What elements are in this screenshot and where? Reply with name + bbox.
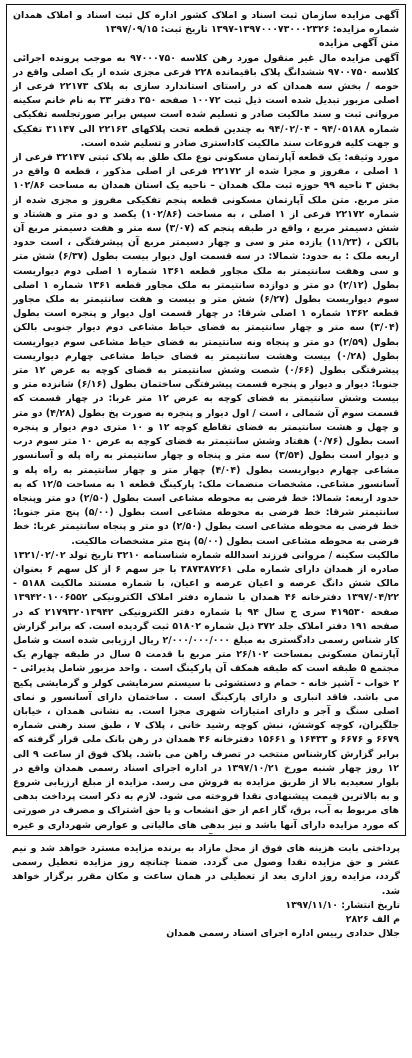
- notice-paragraph-ownership: مالکیت سکینه / مروانی فرزند اسدالله شماره شناسنامه ۳۲۱۰ تاریخ تولد ۱۳۲۱/۰۲/۰۲ صادره از همدان دارای شماره ملی ۳۸۷۳۸۷۲۶۱ با جز سهم ۶ از کل سهم ۶ بعنوان مالک شش دانگ عرصه و اعیان عرصه و اعیان، با شماره مستند مالکیت ۵۱۸۸ - ۱۳۹۷/۰۴/۲۲ دفترخانه ۴۶ همدان با شماره دفتر املاک الکترونیکی ۱۳۹۴۲۰۱۰۰۶۵۵۲ صفحه ۴۱۹۵۳۰ سری ج سال ۹۴ با شماره دفتر الکترونیکی ۲۱۷۹۳۲۰۱۳۹۴۲ که در صفحه ۱۹۱ دفتر املاک جلد ۳۷۲ ذیل شماره ۵۱۸۰۲ ثبت گردیده است. که برابر گزارش کار شناس رسمی دادگستری به مبلغ ۲/۰۰۰/۰۰۰/۰۰۰ ریال ارزیابی شده است و شامل آپارتمان مسکونی بمساحت ۲۶/۱۰۲ متر مربع با قدمت ۵ سال در طبقه چهارم یک مجتمع ۵ طبقه است که طبقه همکف آن پارکینگ است . واحد مزبور شامل پذیرائی - ۲ خواب - آشپز خانه - حمام و دستشوئی با سیستم سرمایشی کولر و گرمایشی پکیج می باشد. فاقد انباری و دارای پارکینگ است . ساختمان دارای آسانسور و نمای اصلی سنگ و آجر و دارای امتیازات شهری مجزا است. به نشانی همدان ، خیابان جلگیران، کوچه کوشش، نبش کوچه رشید خانی ، پلاک ۷ ، طبق سند رهنی شماره ۶۶۷۹ و ۶۶۷۶ و ۱۶۴۳۳ و ۱۵۶۶۱ دفترخانه ۴۶ همدان در رهن بانک ملی قرار گرفته که برابر گزارش کارشناس منتخب در تصرف راهن می باشد. پلاک فوق از ساعت ۹ الی ۱۲ روز چهار شنبه مورخ ۱۳۹۷/۱۰/۲۱ در اداره اجرای اسناد رسمی همدان واقع در بلوار سعیدیه بالا از طریق مزایده به فروش می رسد. مزایده از مبلغ ارزیابی شروع و به بالاترین قیمت پیشنهادی نقدا فروخته می شود. لازم به ذکر است پرداخت بدهی های مربوط به آب، برق، گاز اعم از حق انشعاب و یا حق اشتراک و مصرف در صورتی که مورد مزایده دارای آنها باشد و نیز بدهی های مالیاتی و عوارض شهرداری و غیره: [13, 549, 400, 831]
- notice-paragraph-property: مورد وثیقه: یک قطعه آپارتمان مسکونی نوع ملک طلق به پلاک ثبتی ۳۲۱۴۷ فرعی از ۱ اصلی ، مفروز و مجزا شده از ۲۲۱۷۲ فرعی از اصلی مذکور ، قطعه ۵ واقع در بخش ۳ ناحیه ۹۹ حوزه ثبت ملک همدان – ناحیه یک استان همدان به مساحت ۱۰۲/۸۶ متر مربع. متن ملک آپارتمان مسکونی قطعه پنجم تفکیکی مفروز و مجزی شده از شماره ۲۲۱۷۲ فرعی از ۱ اصلی ، به مساحت (۱۰۲/۸۶) یکصد و دو متر و هشتاد و شش دسیمتر مربع ، واقع در طبقه پنجم که (۳/۰۷) سه متر و هفت دسیمتر مربع آن بالکن ، (۱۱/۲۳) یازده متر و سی و چهار دسیمتر مربع آن پیشرفتگی ، است حدود اربعه ملک : به حدود: شمالا: در سه قسمت اول دیوار بیست بطول (۶/۳۷) شش متر و سی وهفت سانتیمتر به ملک مجاور قطعه ۱۳۶۱ شماره ۱ اصلی دوم دیواریست بطول (۲/۱۲) دو متر و دوازده سانتیمتر به ملک مجاور قطعه ۱۳۶۱ شماره ۱ اصلی سوم دیواریست بطول (۶/۲۷) شش متر و بیست و هفت سانتیمتر به ملک مجاور قطعه ۱۳۶۲ شماره ۱ اصلی شرقا: در چهار قسمت اول دیوار و پنجره است بطول (۳/۰۴) سه متر و چهار سانتیمتر به فضای حیاط مشاعی دوم دیوار جنوبی بالکن بطول (۲/۵۹) دو متر و پنجاه ونه سانتیمتر به فضای حیاط مشاعی سوم دیواریست بطول (۰/۲۸) بیست وهشت سانتیمتر به فضای حیاط مشاعی چهارم دیواریست پیشرفتگی بطول (۰/۶۶) شصت وشش سانتیمتر به فضای کوچه به عرض ۱۲ متر جنوبا: دیوار و دیوار و پنجره قسمت پیشرفتگی ساختمان بطول (۶/۱۶) شانزده متر و بیست وشش سانتیمتر به فضای کوچه به عرض ۱۲ متر غربا: در چهار قسمت که قسمت سوم آن شمالی ، است / اول دیوار و پنجره به صورت پخ بطول (۴/۲۸) دو متر و چهل و هشت سانتیمتر به فضای تقاطع کوچه ۱۲ و ۱۰ متری دوم دیوار و پنجره است بطول (۰/۷۶) هفتاد وشش سانتیمتر به فضای کوچه به عرض ۱۰ متر سوم درب و دیوار است بطول (۳/۵۴) سه متر و پنجاه و چهار سانتیمتر به راه پله و آسانسور مشاعی چهارم دیواریست بطول (۴/۰۴) چهار متر و چهار سانتیمتر به راه پله و آسانسور مشاعی. مشخصات منضمات ملک: پارکینگ قطعه ۱ به مساحت ۱۲/۵ که به حدود اربعه: شمالا: خط فرضی به محوطه مشاعی است بطول (۲/۵۰) دو متر وپنجاه سانتیمتر شرقا: خط فرضی به محوطه مشاعی است بطول (۵/۰۰) پنج متر جنوبا: خط فرضی به محوطه مشاعی است بطول (۲/۵۰) دو متر و پنجاه سانتیمتر غربا: خط فرضی به محوطه مشاعی است بطول (۵/۰۰) پنج متر مشخصات مالکیت.: [13, 152, 400, 547]
- signature-line: جلال حدادی رییس اداره اجرای اسناد رسمی همدان: [166, 928, 400, 940]
- notice-title: متن آگهی مزایده: [318, 38, 399, 50]
- auction-notice-box: [6, 4, 406, 836]
- notice-paragraph-intro: آگهی مزایده مال غیر منقول مورد رهن کلاسه ۹۷۰۰۰۷۵۰ به موجب پرونده اجرائی کلاسه ۹۷۰۰۷۵۰ ششدانگ پلاک باقیمانده ۲۲۸ فرعی مجزی شده از یک اصلی واقع در حومه / بخش سه همدان که در راستای استاندارد سازی به پلاک ۲۲۱۷۳ فرعی از اصلی مزبور تبدیل شده است ذیل ثبت ۱۰۰۷۲ صفحه ۳۵۰ دفتر ۳۳ به نام خانم سکینه مروانی ثبت و سند مالکیت صادر و تسلیم شده است سپس برابر صورتجلسه تفکیکی شماره ۹۴/۰۵۱۸۸ - ۹۴/۰۲/۰۴ به چندین قطعه تحت پلاکهای ۲۲۱۶۳ الی ۳۱۱۴۷ تفکیک و جهت کلیه فروعات سند مالکیت کاداستری صادر و تسلیم شده است.: [13, 52, 399, 149]
- publish-date: تاریخ انتشار: ۱۳۹۷/۱۱/۱۰: [285, 899, 400, 911]
- notice-header: آگهی مزایده سازمان ثبت اسناد و املاک کشور اداره کل ثبت اسناد و املاک همدان شماره مزایده: ۱۳۹۷۰۰۰۷۳۰۰۰۲۳۲۶-۱۳۹۷ تاریخ ثبت: ۱۳۹۷/۰۹/۱۵: [13, 10, 399, 36]
- footer-paragraph: پرداختی بابت هزینه های فوق از محل مازاد به برنده مزایده مسترد خواهد شد و نیم عشر و حق مزایده نقدا وصول می گردد. ضمنا چنانچه روز مزایده تعطیل رسمی گردد، مزایده روز اداری بعد از تعطیلی در همان ساعت و مکان مقرر برگزار خواهد شد.: [12, 843, 400, 897]
- reference-number: م الف ۲۸۲۶: [345, 914, 400, 926]
- notice-footer: [6, 838, 406, 941]
